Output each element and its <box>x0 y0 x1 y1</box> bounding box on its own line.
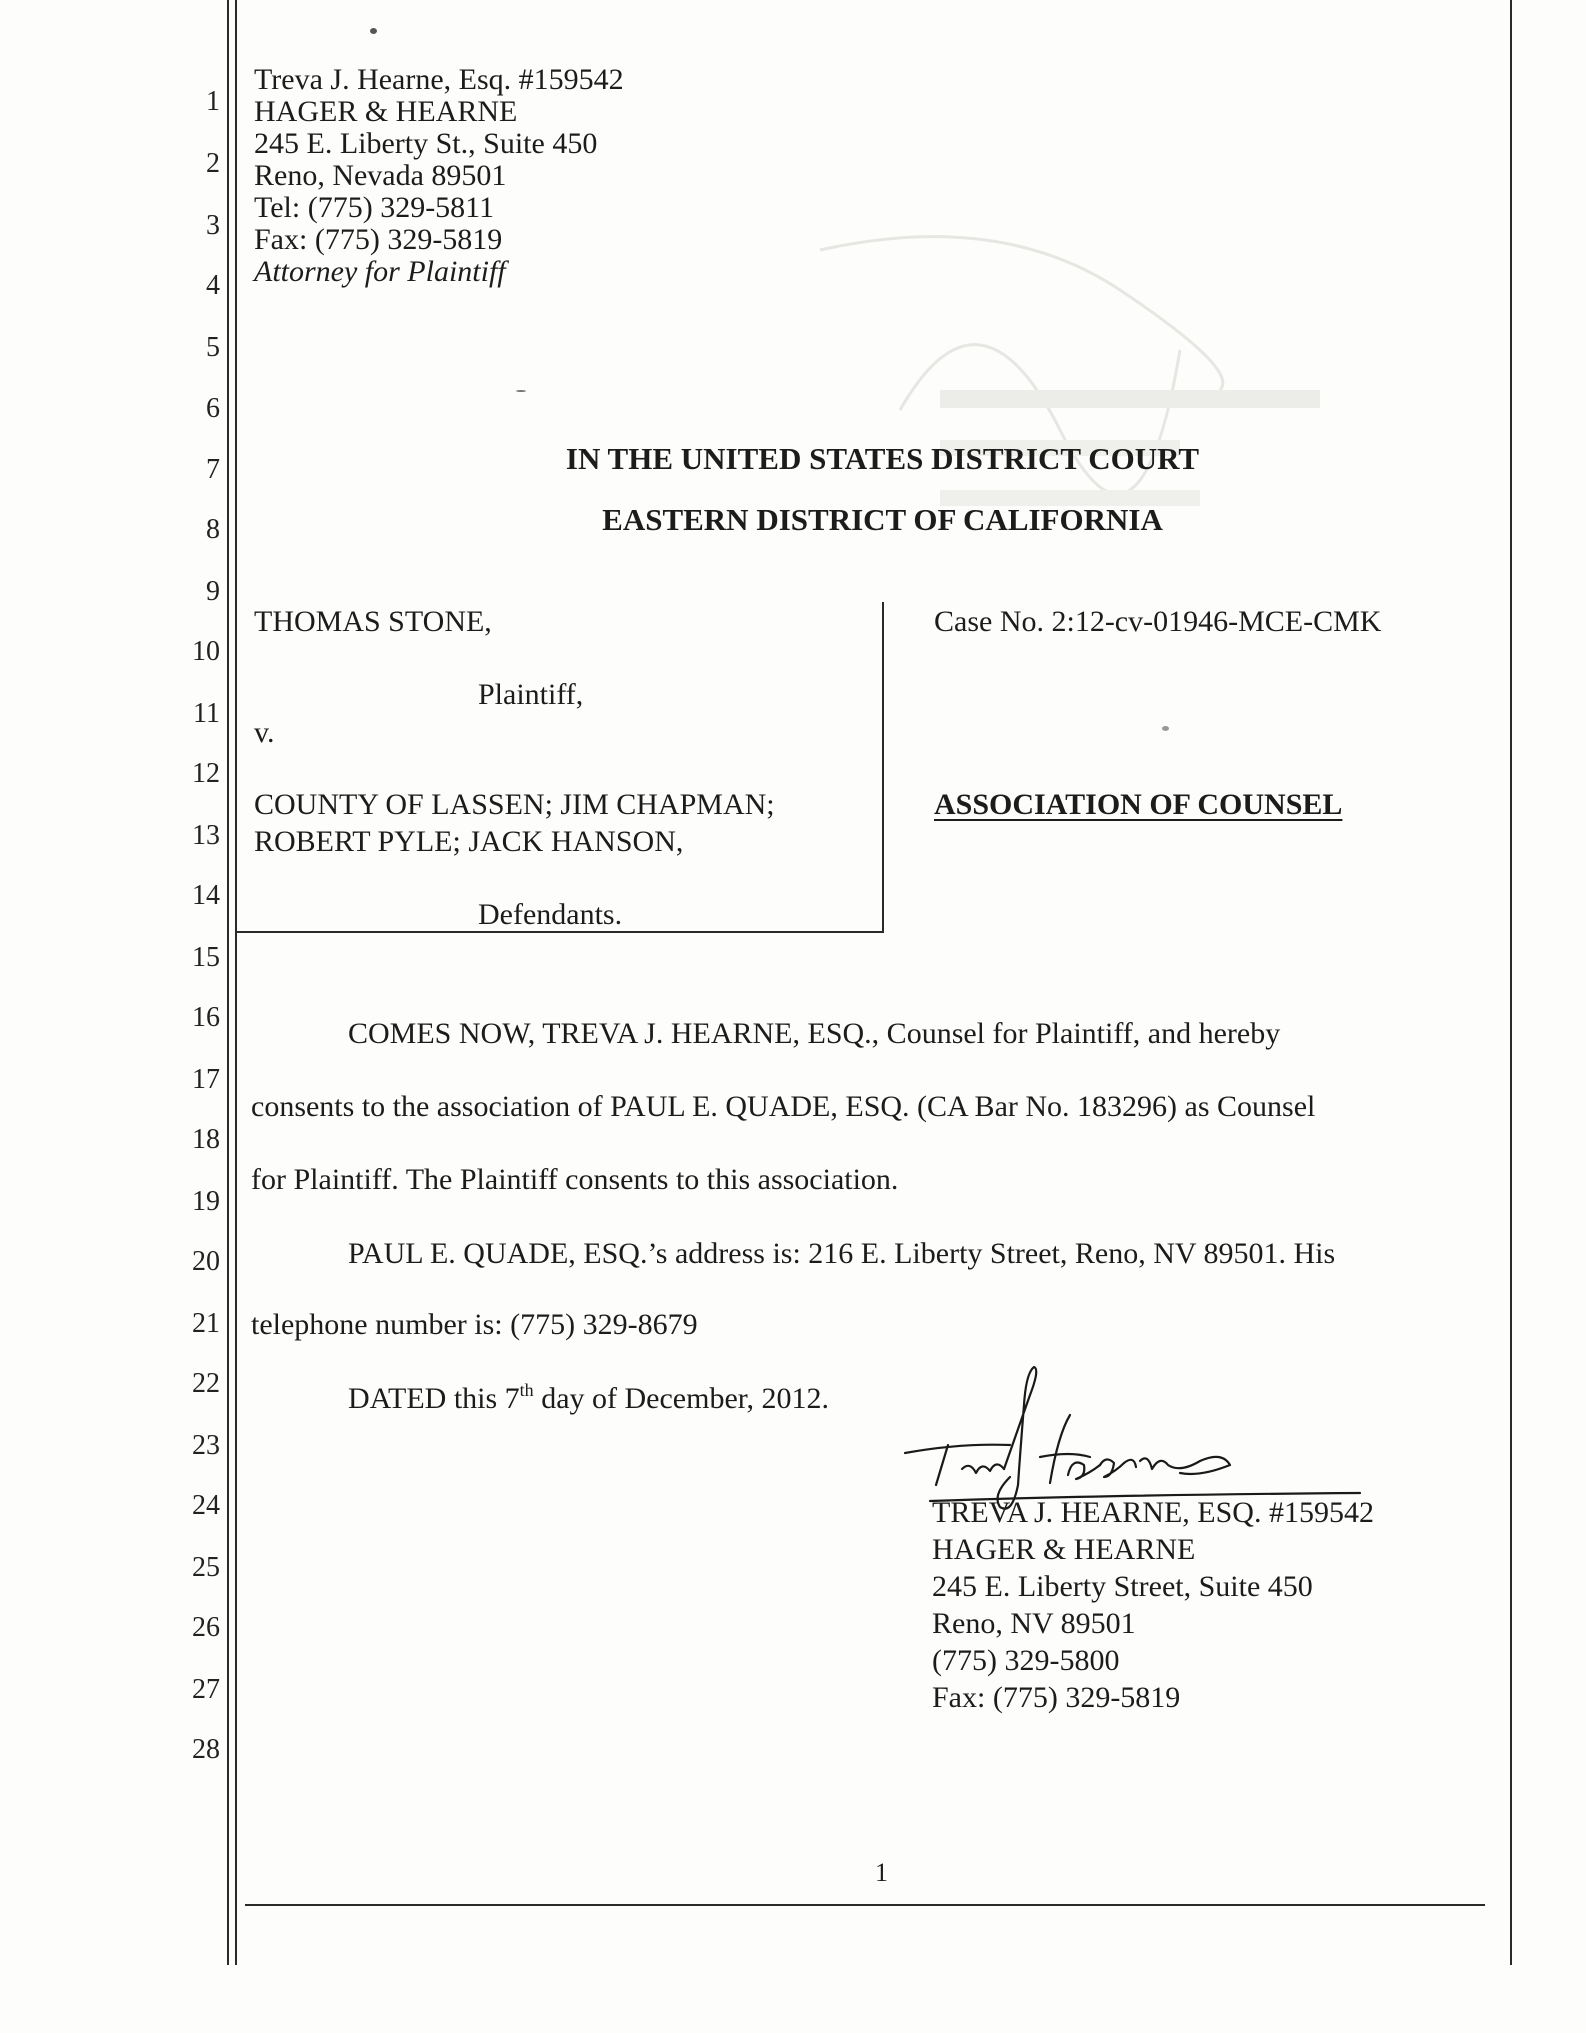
scan-speck <box>370 28 377 34</box>
signer-firm: HAGER & HEARNE <box>932 1533 1196 1566</box>
line-number: 14 <box>192 880 220 911</box>
attorney-firm: HAGER & HEARNE <box>254 95 518 128</box>
line-number: 5 <box>206 332 220 363</box>
versus: v. <box>254 716 275 749</box>
attorney-tel: Tel: (775) 329-5811 <box>254 191 495 224</box>
body-paragraph-1-line-2: consents to the association of PAUL E. QUADE, ESQ. (CA Bar No. 183296) as Counsel <box>251 1090 1316 1123</box>
line-number: 20 <box>192 1246 220 1277</box>
line-number: 3 <box>206 210 220 241</box>
attorney-street: 245 E. Liberty St., Suite 450 <box>254 127 598 160</box>
right-margin-rule <box>1510 0 1512 1965</box>
dated-suffix: day of December, 2012. <box>533 1382 830 1415</box>
line-number: 16 <box>192 1002 220 1033</box>
line-number: 11 <box>193 698 220 729</box>
line-number: 9 <box>206 576 220 607</box>
line-number: 17 <box>192 1064 220 1095</box>
signature-block <box>932 1494 1374 1716</box>
body-paragraph-1-line-1: COMES NOW, TREVA J. HEARNE, ESQ., Counsel for Plaintiff, and hereby <box>348 1017 1281 1050</box>
left-margin-rule-inner <box>235 0 237 1965</box>
body-paragraph-1-line-3: for Plaintiff. The Plaintiff consents to this association. <box>251 1163 899 1196</box>
line-number: 10 <box>192 636 220 667</box>
signer-fax: Fax: (775) 329-5819 <box>932 1681 1181 1714</box>
defendants-label: Defendants. <box>478 898 623 931</box>
line-number: 24 <box>192 1490 220 1521</box>
attorney-fax: Fax: (775) 329-5819 <box>254 223 503 256</box>
line-number: 13 <box>192 820 220 851</box>
dated-line <box>348 1382 829 1416</box>
line-number: 2 <box>206 148 220 179</box>
line-number: 23 <box>192 1430 220 1461</box>
scan-speck <box>1162 726 1169 731</box>
defendants-line-2: ROBERT PYLE; JACK HANSON, <box>254 825 684 858</box>
signer-phone: (775) 329-5800 <box>932 1644 1120 1677</box>
line-number: 15 <box>192 942 220 973</box>
defendants-line-1: COUNTY OF LASSEN; JIM CHAPMAN; <box>254 788 775 821</box>
left-margin-rule-outer <box>227 0 229 1965</box>
body-paragraph-2-line-2: telephone number is: (775) 329-8679 <box>251 1308 698 1341</box>
plaintiff-name: THOMAS STONE, <box>254 605 492 638</box>
line-number: 6 <box>206 393 220 424</box>
line-number: 27 <box>192 1674 220 1705</box>
line-number: 28 <box>192 1734 220 1765</box>
dated-superscript: th <box>519 1380 534 1400</box>
line-number: 7 <box>206 454 220 485</box>
line-number: 4 <box>206 270 220 301</box>
case-number: Case No. 2:12-cv-01946-MCE-CMK <box>934 605 1382 638</box>
dated-prefix: DATED this 7 <box>348 1382 520 1415</box>
handwritten-signature <box>900 1365 1380 1515</box>
document-title: ASSOCIATION OF COUNSEL <box>934 788 1343 821</box>
court-name: IN THE UNITED STATES DISTRICT COURT <box>565 441 1200 476</box>
signer-name: TREVA J. HEARNE, ESQ. #159542 <box>932 1496 1374 1529</box>
signer-city: Reno, NV 89501 <box>932 1607 1136 1640</box>
signer-street: 245 E. Liberty Street, Suite 450 <box>932 1570 1313 1603</box>
line-number: 25 <box>192 1552 220 1583</box>
scan-speck <box>516 390 526 392</box>
attorney-city: Reno, Nevada 89501 <box>254 159 507 192</box>
footer-rule <box>245 1904 1485 1906</box>
plaintiff-label: Plaintiff, <box>478 678 584 711</box>
line-number: 19 <box>192 1186 220 1217</box>
line-number: 21 <box>192 1308 220 1339</box>
line-number: 18 <box>192 1124 220 1155</box>
attorney-header <box>254 64 624 288</box>
body-paragraph-2-line-1: PAUL E. QUADE, ESQ.’s address is: 216 E. Liberty Street, Reno, NV 89501. His <box>348 1237 1336 1270</box>
court-district: EASTERN DISTRICT OF CALIFORNIA <box>602 502 1163 537</box>
attorney-role: Attorney for Plaintiff <box>254 255 506 288</box>
caption-divider <box>882 602 884 932</box>
line-number: 12 <box>192 758 220 789</box>
line-number: 8 <box>206 514 220 545</box>
attorney-name: Treva J. Hearne, Esq. #159542 <box>254 63 624 96</box>
line-number: 1 <box>206 86 220 117</box>
page-number: 1 <box>875 1858 888 1887</box>
line-number: 22 <box>192 1368 220 1399</box>
line-number: 26 <box>192 1612 220 1643</box>
